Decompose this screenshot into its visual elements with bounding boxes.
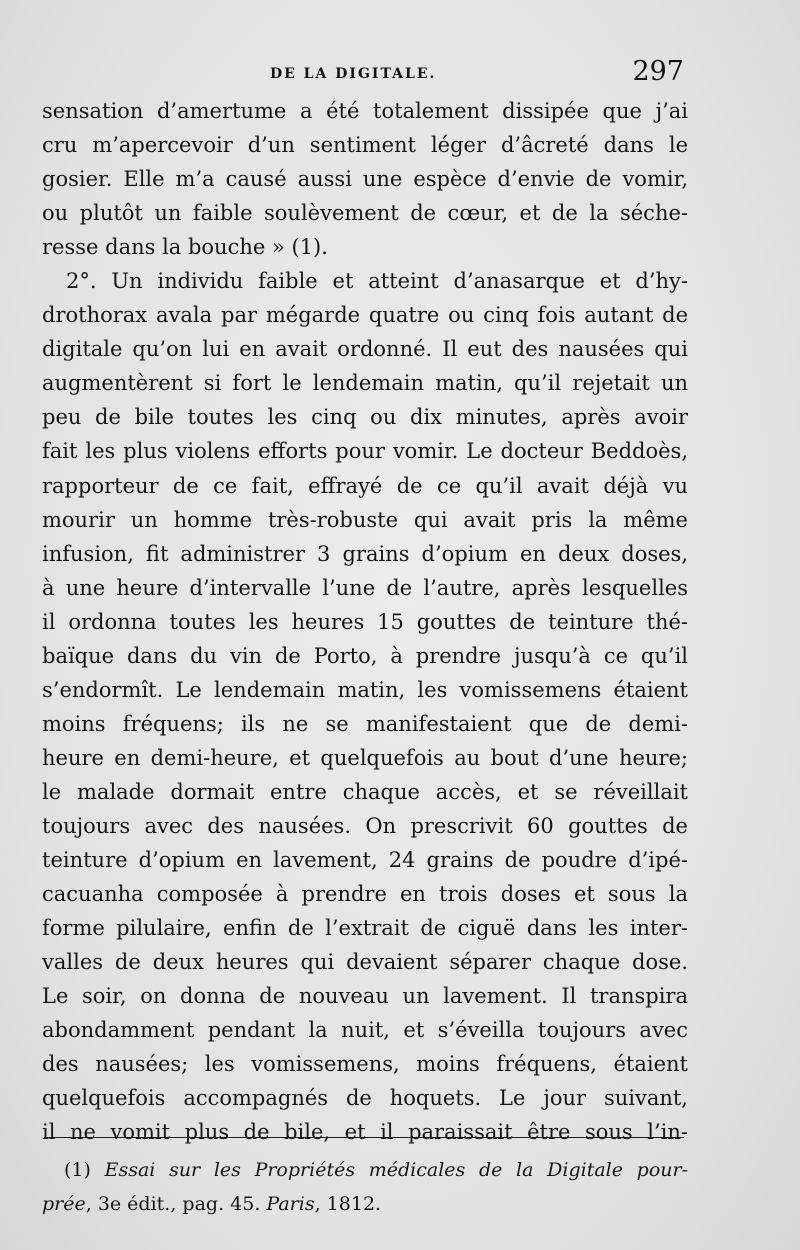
text-line: mourir un homme très-robuste qui avait pris la même (42, 507, 688, 532)
text-line: le malade dormait entre chaque accès, et se réveillait (42, 779, 688, 804)
footnote-rule (44, 1137, 684, 1138)
footnote-year: , 1812. (314, 1193, 382, 1215)
footnote-title-end: prée (42, 1193, 86, 1215)
text-line: valles de deux heures qui devaient séparer chaque dose. (42, 950, 688, 975)
text-line: fait les plus violens efforts pour vomir. Le docteur Beddoès, (42, 439, 688, 464)
footnote-edition: , 3e édit., pag. 45. (85, 1193, 267, 1215)
footnote-marker: (1) (64, 1159, 91, 1181)
text-line: heure en demi-heure, et quelquefois au bout d’une heure; (42, 745, 688, 770)
text-line: 2°. Un individu faible et atteint d’anasarque et d’hy- (66, 269, 688, 294)
text-line: cru m’apercevoir d’un sentiment léger d’âcreté dans le (42, 133, 688, 158)
text-line: Le soir, on donna de nouveau un lavement. Il transpira (42, 984, 688, 1009)
text-line: digitale qu’on lui en avait ordonné. Il eut des nausées qui (42, 337, 688, 362)
footnote-title: Essai sur les Propriétés médicales de la Digitale pour- (104, 1159, 688, 1181)
footnote (42, 1153, 688, 1221)
text-line: des nausées; les vomissemens, moins fréquens, étaient (42, 1052, 688, 1077)
text-line: baïque dans du vin de Porto, à prendre jusqu’à ce qu’il (42, 643, 688, 668)
footnote-line (42, 1187, 688, 1221)
text-line: cacuanha composée à prendre en trois doses et sous la (42, 882, 688, 907)
text-line: toujours avec des nausées. On prescrivit 60 gouttes de (42, 813, 688, 838)
text-line: ou plutôt un faible soulèvement de cœur, et de la séche- (42, 201, 688, 226)
text-line: infusion, fit administrer 3 grains d’opium en deux doses, (42, 541, 688, 566)
text-line: il ordonna toutes les heures 15 gouttes de teinture thé- (42, 609, 688, 634)
text-line: sensation d’amertume a été totalement dissipée que j’ai (42, 99, 688, 123)
text-line: à une heure d’intervalle l’une de l’autre, après lesquelles (42, 575, 688, 600)
text-line: drothorax avala par mégarde quatre ou cinq fois autant de (42, 303, 688, 328)
text-line: rapporteur de ce fait, effrayé de ce qu’il avait déjà vu (42, 473, 688, 498)
text-line: forme pilulaire, enfin de l’extrait de ciguë dans les inter- (42, 916, 688, 941)
page-number: 297 (632, 56, 684, 87)
text-line: resse dans la bouche » (1). (42, 235, 328, 260)
footnote-line (42, 1153, 688, 1187)
text-line: moins fréquens; ils ne se manifestaient que de demi- (42, 711, 688, 736)
text-line: peu de bile toutes les cinq ou dix minutes, après avoir (42, 405, 688, 430)
body-text (42, 94, 688, 1149)
text-line: s’endormît. Le lendemain matin, les vomissemens étaient (42, 677, 688, 702)
text-line: abondamment pendant la nuit, et s’éveilla toujours avec (42, 1018, 688, 1043)
text-line: gosier. Elle m’a causé aussi une espèce d’envie de vomir, (42, 167, 688, 192)
text-line: il ne vomit plus de bile, et il paraissait être sous l’in- (42, 1120, 688, 1145)
text-line: augmentèrent si fort le lendemain matin, qu’il rejetait un (42, 371, 688, 396)
footnote-place: Paris (266, 1193, 315, 1215)
page-header (44, 56, 684, 96)
text-line: teinture d’opium en lavement, 24 grains de poudre d’ipé- (42, 848, 688, 873)
running-title: DE LA DIGITALE. (270, 66, 437, 82)
text-line: quelquefois accompagnés de hoquets. Le jour suivant, (42, 1086, 688, 1111)
